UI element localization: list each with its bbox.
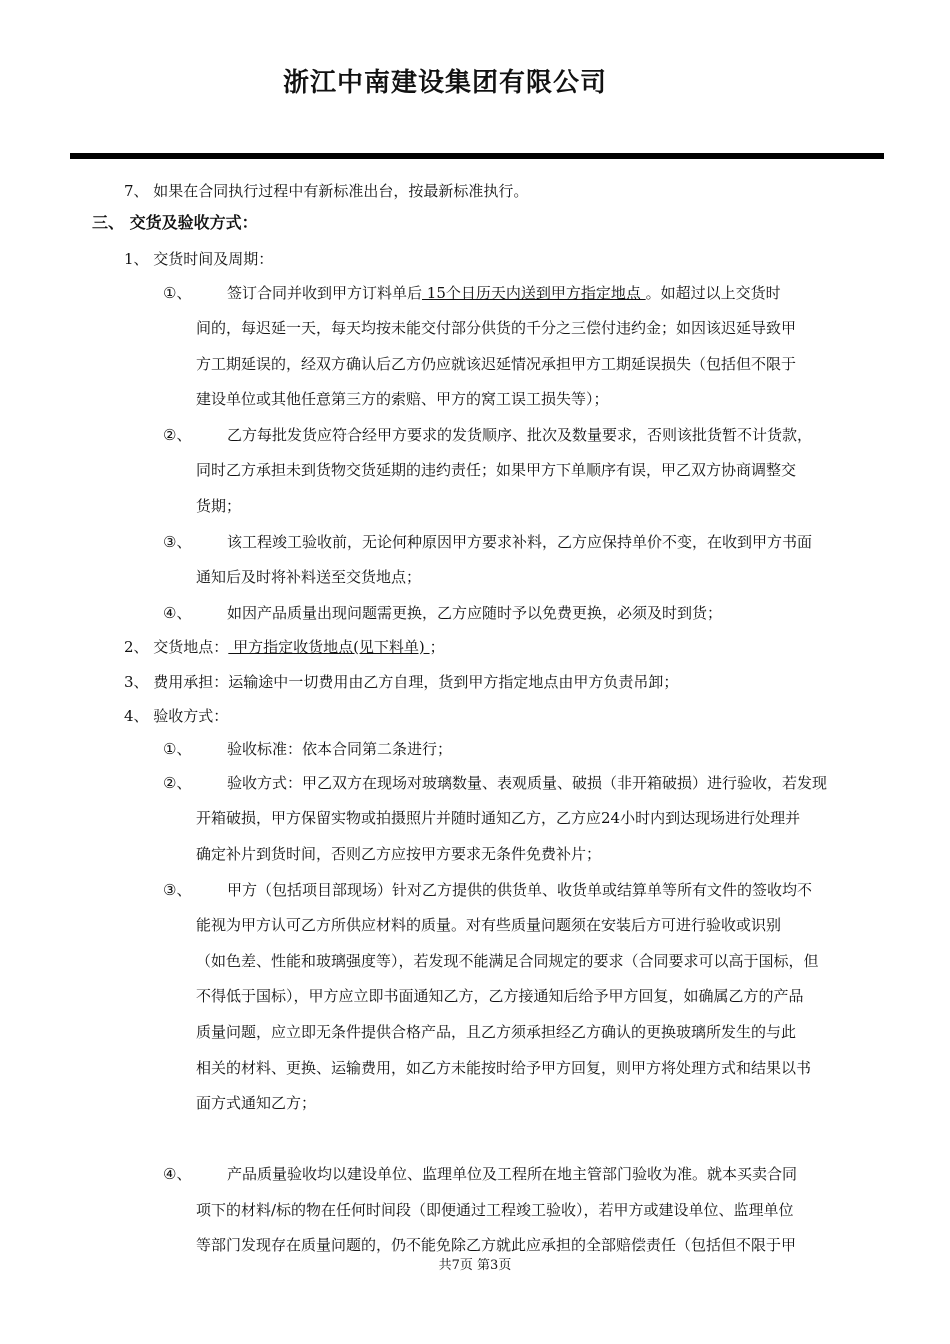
subsection-3: 3、 费用承担：运输途中一切费用由乙方自理，货到甲方指定地点由甲方负责吊卸； [124,673,679,691]
subsection-2 [124,637,445,657]
company-title: 浙江中南建设集团有限公司 [282,68,607,98]
clause-line: 货期； [196,497,242,515]
clause-line: 同时乙方承担未到货物交货延期的违约责任；如果甲方下单顺序有误，甲乙双方协商调整交 [196,461,797,479]
clause-4-4-first: 产品质量验收均以建设单位、监理单位及工程所在地主管部门验收为准。就本买卖合同 [227,1165,798,1183]
subsection-4-heading: 4、 验收方式： [124,707,229,725]
item-number: ④、 [163,604,192,622]
page-footer: 共7页 第3页 [438,1258,512,1273]
item-number: ③、 [163,533,192,551]
clause-line: 不得低于国标），甲方应立即书面通知乙方，乙方接通知后给予甲方回复，如确属乙方的产品 [196,987,804,1005]
clause-7: 7、 如果在合同执行过程中有新标准出台，按最新标准执行。 [124,182,529,200]
clause-text: 2、 交货地点： [124,638,229,656]
item-number: ②、 [163,774,192,792]
item-number: ③、 [163,881,192,899]
clause-line: 面方式通知乙方； [196,1094,317,1112]
clause-text: 。如超过以上交货时 [645,284,781,302]
clause-line: 通知后及时将补料送至交货地点； [196,568,422,586]
clause-text: ； [429,638,445,656]
clause-1-2-first: 乙方每批发货应符合经甲方要求的发货顺序、批次及数量要求，否则该批货暂不计货款， [227,426,813,444]
item-number: ④、 [163,1165,192,1183]
clause-line: （如色差、性能和玻璃强度等），若发现不能满足合同规定的要求（合同要求可以高于国标，但 [196,952,819,970]
item-number: ①、 [163,740,192,758]
clause-1-1-first [227,283,781,303]
clause-text: 签订合同并收到甲方订料单后 [227,284,423,302]
delivery-location: 甲方指定收货地点(见下料单) [228,638,430,656]
header-divider [70,153,884,159]
clause-line: 确定补片到货时间，否则乙方应按甲方要求无条件免费补片； [196,845,602,863]
clause-line: 建设单位或其他任意第三方的索赔、甲方的窝工误工损失等）； [196,390,609,408]
clause-line: 间的，每迟延一天，每天均按未能交付部分供货的千分之三偿付违约金；如因该迟延导致甲 [196,319,797,337]
clause-line: 质量问题，应立即无条件提供合格产品，且乙方须承担经乙方确认的更换玻璃所发生的与此 [196,1023,797,1041]
clause-line: 项下的材料/标的物在任何时间段（即便通过工程竣工验收），若甲方或建设单位、监理单位 [196,1201,794,1219]
clause-line: 等部门发现存在质量问题的，仍不能免除乙方就此应承担的全部赔偿责任（包括但不限于甲 [196,1236,797,1254]
clause-1-4-first: 如因产品质量出现问题需更换，乙方应随时予以免费更换，必须及时到货； [227,604,723,622]
clause-line: 能视为甲方认可乙方所供应材料的质量。对有些质量问题须在安装后方可进行验收或识别 [196,916,782,934]
clause-line: 开箱破损，甲方保留实物或拍摄照片并随时通知乙方，乙方应24小时内到达现场进行处理并 [196,809,801,827]
clause-4-3-first: 甲方（包括项目部现场）针对乙方提供的供货单、收货单或结算单等所有文件的签收均不 [227,881,813,899]
item-number: ①、 [163,284,192,302]
clause-4-1-first: 验收标准：依本合同第二条进行； [227,740,453,758]
delivery-period: 15个日历天内送到甲方指定地点 [422,284,646,302]
clause-4-2-first: 验收方式：甲乙双方在现场对玻璃数量、表观质量、破损（非开箱破损）进行验收，若发现 [227,774,828,792]
subsection-1-heading: 1、 交货时间及周期： [124,250,274,268]
section-3-heading: 三、 交货及验收方式： [92,213,258,232]
clause-1-3-first: 该工程竣工验收前，无论何种原因甲方要求补料，乙方应保持单价不变，在收到甲方书面 [227,533,813,551]
clause-line: 相关的材料、更换、运输费用，如乙方未能按时给予甲方回复，则甲方将处理方式和结果以书 [196,1059,812,1077]
clause-line: 方工期延误的，经双方确认后乙方仍应就该迟延情况承担甲方工期延误损失（包括但不限于 [196,355,797,373]
item-number: ②、 [163,426,192,444]
